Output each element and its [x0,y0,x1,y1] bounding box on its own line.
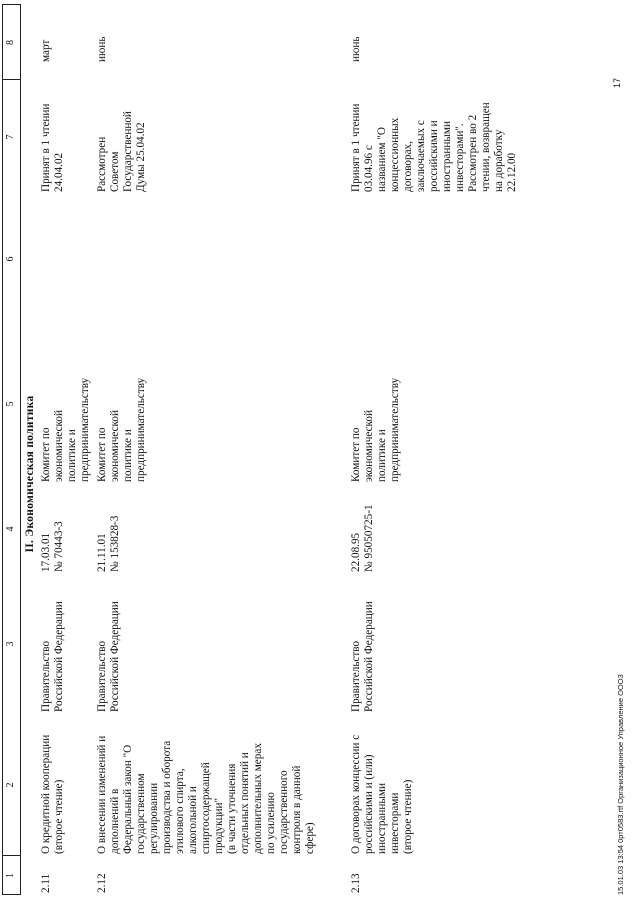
initiator: Правительство Российской Федерации [96,601,121,712]
column-number: 4 [5,526,16,532]
month: март [40,39,52,62]
table-header-border [20,4,21,895]
registration: 17.03.01 № 70443-3 [40,521,65,572]
section-title: II. Экономическая политика [24,395,36,553]
column-number: 1 [5,873,16,878]
month: июнь [350,36,362,62]
column-number: 8 [5,40,16,45]
footer-text: 15.01.03 13:54 0рт0583.rtf Организационное Управление ООО3 [616,674,625,895]
column-number: 2 [5,782,16,788]
column-number: 6 [5,256,16,262]
row-number: 2.11 [40,873,52,893]
initiator: Правительство Российской Федерации [40,601,65,712]
month: июнь [96,36,108,62]
committee: Комитет по экономической политике и предпринимательству [350,377,401,482]
bill-title: О внесении изменений и дополнений в Федеральный закон "О государственном регулировании производства и оборота этилового спирта, алкогольной и спиртосодержащей продукции" (в части уточнения отдельных понятий и дополнительных мерах по усилению государственного контроля в данной сфере) [96,735,316,854]
row-number: 2.12 [96,873,108,893]
bill-title: О договорах концессии с российскими и (или) иностранными инвесторами (второе чтение) [350,734,414,854]
page-number: 17 [612,77,622,88]
registration: 22.08.95 № 95050725-1 [350,504,375,572]
registration: 21.11.01 № 153828-3 [96,515,121,572]
initiator: Правительство Российской Федерации [350,601,375,712]
table-top-border [2,4,3,895]
status: Рассмотрен Советом Государственной Думы 25.04.02 [96,111,147,192]
status: Принят в 1 чтении 03.04.96 с названием "О концессионных договорах, заключаемых с российскими и иностранными инвесторами". Рассмотрен во 2 чтении, возвращен на доработку 22.12.00 [350,102,518,192]
column-number: 7 [5,134,16,140]
row-number: 2.13 [350,873,362,893]
committee: Комитет по экономической политике и предпринимательству [96,377,147,482]
committee: Комитет по экономической политике и предпринимательству [40,377,91,482]
column-number: 5 [5,401,16,407]
status: Принят в 1 чтении 24.04.02 [40,103,65,192]
bill-title: О кредитной кооперации (второе чтение) [40,734,65,854]
column-number: 3 [5,641,16,647]
